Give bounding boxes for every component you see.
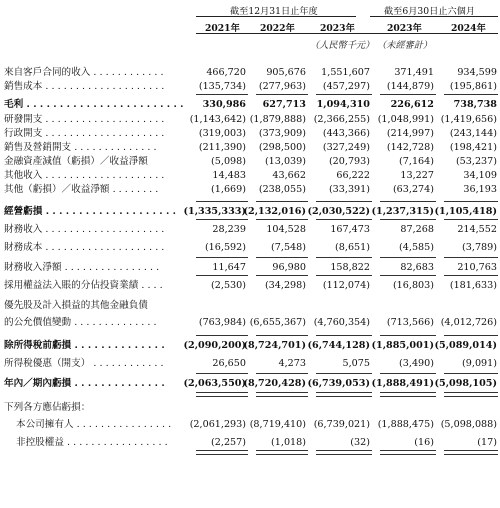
- sum-rule: [316, 257, 372, 258]
- cell-value: 28,239: [212, 224, 246, 235]
- sum-rule: [256, 335, 308, 336]
- cell-value: (8,720,428): [243, 378, 306, 389]
- cell-value: (1,888,491): [371, 378, 434, 389]
- cell-value: (16,803): [392, 280, 434, 291]
- cell-value: (1,018): [271, 437, 306, 448]
- cell-value: 627,713: [262, 99, 306, 110]
- cell-value: (214,997): [386, 128, 434, 139]
- table-row: [0, 357, 500, 371]
- cell-value: (135,734): [198, 81, 246, 92]
- cell-value: (7,548): [271, 242, 306, 253]
- cell-value: (112,074): [322, 280, 370, 291]
- cell-value: (181,633): [449, 280, 497, 291]
- cell-value: (2,257): [211, 437, 246, 448]
- sum-rule: [380, 219, 436, 220]
- year-2023-annual: 2023年: [320, 23, 355, 34]
- sum-rule: [256, 275, 308, 276]
- cell-value: 34,109: [463, 170, 497, 181]
- row-label: 行政開支 . . . . . . . . . . . . . . . . . . . .: [4, 128, 165, 139]
- cell-value: 226,612: [390, 99, 434, 110]
- header-year-underline: [196, 33, 498, 34]
- cell-value: (238,055): [258, 184, 306, 195]
- row-label: 財務收入 . . . . . . . . . . . . . . . . . . . .: [4, 224, 165, 235]
- cell-value: (2,366,255): [313, 114, 370, 125]
- cell-value: (63,274): [392, 184, 434, 195]
- cell-value: 66,222: [336, 170, 370, 181]
- sum-rule: [316, 373, 372, 374]
- header-underline-annual: [196, 16, 356, 17]
- sum-rule: [196, 94, 248, 95]
- unaudited-note: （未經審計）: [377, 40, 433, 51]
- table-row: [0, 80, 500, 94]
- sum-rule: [380, 94, 436, 95]
- row-label: 除所得稅前虧損 . . . . . . . . . . . . . .: [4, 340, 165, 351]
- double-underline: [256, 450, 308, 455]
- cell-value: (298,500): [258, 142, 306, 153]
- cell-value: (6,744,128): [307, 340, 370, 351]
- double-underline: [444, 392, 498, 397]
- sum-rule: [256, 257, 308, 258]
- cell-value: 466,720: [206, 67, 246, 78]
- double-underline: [196, 450, 248, 455]
- cell-value: (13,039): [264, 156, 306, 167]
- cell-value: (20,793): [328, 156, 370, 167]
- row-label: 非控股權益 . . . . . . . . . . . . . . . . .: [16, 437, 168, 448]
- cell-value: (2,530): [211, 280, 246, 291]
- row-label: 金融資產減值（虧損）／收益淨額: [4, 156, 148, 167]
- sum-rule: [256, 94, 308, 95]
- row-label: 銷售及營銷開支 . . . . . . . . . . . . . .: [4, 142, 157, 153]
- cell-value: (16): [414, 437, 434, 448]
- double-underline: [380, 450, 436, 455]
- table-row: [0, 401, 500, 415]
- cell-value: (6,739,021): [313, 419, 370, 430]
- cell-value: 1,094,310: [316, 99, 370, 110]
- header-group-annual: 截至12月31日止年度: [230, 6, 318, 17]
- sum-rule: [444, 257, 498, 258]
- cell-value: (2,090,200): [183, 340, 246, 351]
- cell-value: (277,963): [258, 81, 306, 92]
- cell-value: 82,683: [400, 262, 434, 273]
- cell-value: 330,986: [202, 99, 246, 110]
- header-underline-interim: [370, 16, 498, 17]
- sum-rule: [196, 219, 248, 220]
- cell-value: (2,063,550): [183, 378, 246, 389]
- cell-value: (34,298): [264, 280, 306, 291]
- cell-value: (1,048,991): [377, 114, 434, 125]
- cell-value: (373,909): [258, 128, 306, 139]
- sum-rule: [380, 275, 436, 276]
- cell-value: (195,861): [449, 81, 497, 92]
- cell-value: 43,662: [272, 170, 306, 181]
- double-underline: [316, 450, 372, 455]
- cell-value: 167,473: [330, 224, 370, 235]
- sum-rule: [316, 94, 372, 95]
- cell-value: (443,366): [322, 128, 370, 139]
- cell-value: (8,651): [335, 242, 370, 253]
- cell-value: 5,075: [342, 358, 370, 369]
- sum-rule: [380, 257, 436, 258]
- cell-value: 210,763: [457, 262, 497, 273]
- sum-rule: [256, 201, 308, 202]
- row-label: 年內／期內虧損 . . . . . . . . . . . . . .: [4, 378, 165, 389]
- cell-value: 738,738: [453, 99, 497, 110]
- year-2024-interim: 2024年: [451, 23, 486, 34]
- cell-value: (211,390): [198, 142, 246, 153]
- row-label: 本公司擁有人 . . . . . . . . . . . . . . . .: [16, 419, 172, 430]
- table-row: [0, 169, 500, 183]
- cell-value: (5,089,014): [434, 340, 497, 351]
- table-row: [0, 418, 500, 432]
- sum-rule: [380, 373, 436, 374]
- cell-value: (6,739,053): [307, 378, 370, 389]
- sum-rule: [196, 373, 248, 374]
- row-label: 毛利 . . . . . . . . . . . . . . . . . . . . . . . .: [4, 99, 184, 110]
- table-row: [0, 436, 500, 450]
- header-group-interim: 截至6月30日止六個月: [384, 6, 476, 17]
- cell-value: (4,012,726): [440, 317, 497, 328]
- row-label: 的公允價值變動 . . . . . . . . . . . . . .: [4, 317, 157, 328]
- cell-value: (198,421): [449, 142, 497, 153]
- cell-value: 11,647: [212, 262, 246, 273]
- table-row: [0, 141, 500, 155]
- table-row: [0, 113, 500, 127]
- cell-value: 87,268: [400, 224, 434, 235]
- table-row: [0, 279, 500, 293]
- sum-rule: [444, 94, 498, 95]
- table-row: [0, 299, 500, 313]
- sum-rule: [196, 257, 248, 258]
- cell-value: 371,491: [394, 67, 434, 78]
- cell-value: (5,098): [211, 156, 246, 167]
- cell-value: (1,669): [211, 184, 246, 195]
- cell-value: (1,105,418): [434, 206, 497, 217]
- cell-value: (763,984): [198, 317, 246, 328]
- cell-value: (1,879,888): [249, 114, 306, 125]
- sum-rule: [444, 335, 498, 336]
- sum-rule: [256, 219, 308, 220]
- cell-value: 934,599: [457, 67, 497, 78]
- cell-value: (4,585): [399, 242, 434, 253]
- cell-value: (1,237,315): [371, 206, 434, 217]
- cell-value: 905,676: [266, 67, 306, 78]
- row-label: 財務收入淨額 . . . . . . . . . . . . . . . .: [4, 262, 160, 273]
- unit-note: （人民幣千元）: [310, 40, 375, 51]
- cell-value: 96,980: [272, 262, 306, 273]
- cell-value: (8,724,701): [243, 340, 306, 351]
- table-row: [0, 155, 500, 169]
- cell-value: (1,335,333): [183, 206, 246, 217]
- double-underline: [380, 392, 436, 397]
- sum-rule: [444, 201, 498, 202]
- sum-rule: [316, 219, 372, 220]
- cell-value: (4,760,354): [313, 317, 370, 328]
- table-row: [0, 223, 500, 237]
- row-label: 研發開支 . . . . . . . . . . . . . . . . . . . .: [4, 114, 165, 125]
- sum-rule: [256, 373, 308, 374]
- table-row: [0, 377, 500, 391]
- table-row: [0, 183, 500, 197]
- cell-value: (16,592): [204, 242, 246, 253]
- sum-rule: [316, 201, 372, 202]
- cell-value: (5,098,088): [440, 419, 497, 430]
- cell-value: (3,789): [462, 242, 497, 253]
- cell-value: (8,719,410): [249, 419, 306, 430]
- row-label: 經營虧損 . . . . . . . . . . . . . . . . . . . .: [4, 206, 176, 217]
- row-label: 財務成本 . . . . . . . . . . . . . . . . . . . .: [4, 242, 165, 253]
- cell-value: (17): [477, 437, 497, 448]
- row-label: 來自客戶合同的收入 . . . . . . . . . . . .: [4, 67, 164, 78]
- double-underline: [256, 392, 308, 397]
- row-label: 其他（虧損）／收益淨額 . . . . . . . .: [4, 184, 159, 195]
- cell-value: (2,030,522): [307, 206, 370, 217]
- table-row: [0, 316, 500, 330]
- sum-rule: [380, 201, 436, 202]
- cell-value: (1,885,001): [371, 340, 434, 351]
- cell-value: (327,249): [322, 142, 370, 153]
- table-row: [0, 66, 500, 80]
- cell-value: (144,879): [386, 81, 434, 92]
- year-2022: 2022年: [260, 23, 295, 34]
- sum-rule: [444, 275, 498, 276]
- row-label: 下列各方應佔虧損：: [4, 402, 91, 413]
- cell-value: 26,650: [212, 358, 246, 369]
- cell-value: (9,091): [462, 358, 497, 369]
- cell-value: 13,227: [400, 170, 434, 181]
- cell-value: (6,655,367): [249, 317, 306, 328]
- row-label: 銷售成本 . . . . . . . . . . . . . . . . . . . .: [4, 81, 165, 92]
- table-row: [0, 205, 500, 219]
- cell-value: 1,551,607: [321, 67, 370, 78]
- sum-rule: [444, 219, 498, 220]
- cell-value: (142,728): [386, 142, 434, 153]
- cell-value: (243,144): [449, 128, 497, 139]
- cell-value: (33,391): [328, 184, 370, 195]
- cell-value: 104,528: [266, 224, 306, 235]
- table-row: [0, 98, 500, 112]
- table-row: [0, 241, 500, 255]
- cell-value: 14,483: [212, 170, 246, 181]
- sum-rule: [316, 335, 372, 336]
- cell-value: (1,143,642): [189, 114, 246, 125]
- row-label: 採用權益法入賬的分佔投資業績 . . . .: [4, 280, 163, 291]
- year-2023-interim: 2023年: [387, 23, 422, 34]
- cell-value: 214,552: [457, 224, 497, 235]
- cell-value: (5,098,105): [434, 378, 497, 389]
- cell-value: (319,003): [198, 128, 246, 139]
- sum-rule: [316, 275, 372, 276]
- cell-value: (2,061,293): [189, 419, 246, 430]
- cell-value: (3,490): [399, 358, 434, 369]
- sum-rule: [196, 201, 248, 202]
- sum-rule: [380, 335, 436, 336]
- double-underline: [196, 392, 248, 397]
- double-underline: [316, 392, 372, 397]
- table-row: [0, 127, 500, 141]
- cell-value: 36,193: [463, 184, 497, 195]
- sum-rule: [196, 335, 248, 336]
- cell-value: (713,566): [386, 317, 434, 328]
- cell-value: (457,297): [322, 81, 370, 92]
- cell-value: (1,888,475): [377, 419, 434, 430]
- cell-value: (32): [350, 437, 370, 448]
- cell-value: (2,132,016): [243, 206, 306, 217]
- row-label: 所得稅優惠（開支） . . . . . . . . . . . .: [4, 358, 164, 369]
- cell-value: (7,164): [399, 156, 434, 167]
- double-underline: [444, 450, 498, 455]
- year-2021: 2021年: [205, 23, 240, 34]
- table-row: [0, 261, 500, 275]
- sum-rule: [196, 275, 248, 276]
- cell-value: (1,419,656): [440, 114, 497, 125]
- table-row: [0, 339, 500, 353]
- cell-value: 4,273: [278, 358, 306, 369]
- row-label: 其他收入 . . . . . . . . . . . . . . . . . . . .: [4, 170, 165, 181]
- cell-value: (53,237): [455, 156, 497, 167]
- row-label: 優先股及計入損益的其他金融負債: [4, 300, 148, 311]
- cell-value: 158,822: [330, 262, 370, 273]
- sum-rule: [444, 373, 498, 374]
